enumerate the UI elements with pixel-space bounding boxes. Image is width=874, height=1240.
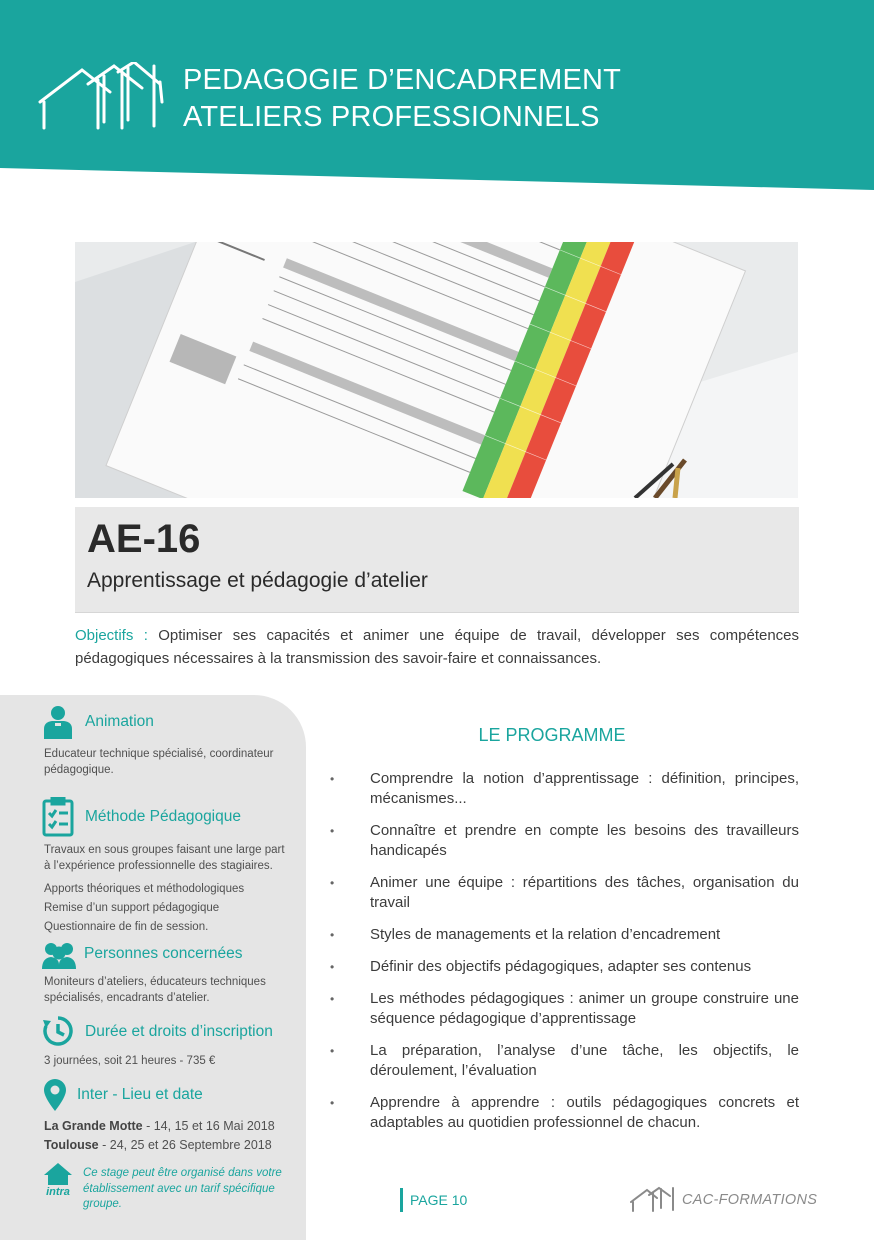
- bullet: •: [330, 772, 335, 786]
- course-code: AE-16: [87, 517, 201, 561]
- sidebar-animation-title: Animation: [85, 713, 154, 730]
- bullet: •: [330, 992, 335, 1006]
- clipboard-icon: [42, 797, 74, 837]
- person-icon: [42, 705, 74, 739]
- brand-house-icon: [630, 1186, 678, 1212]
- sidebar-methode-line1: Apports théoriques et méthodologiques: [44, 883, 245, 895]
- objectifs-label: Objectifs :: [75, 627, 148, 644]
- location-pin-icon: [44, 1079, 66, 1111]
- sidebar-info-panel: [0, 695, 306, 1240]
- sidebar-lieu-dates: [44, 1117, 290, 1155]
- sidebar-methode-line2: Remise d’un support pédagogique: [44, 902, 220, 914]
- evaluation-sheet-illustration: [75, 242, 798, 498]
- list-item: • Définir des objectifs pédagogiques, adapter ses contenus: [330, 958, 752, 975]
- course-header-box: [75, 507, 799, 613]
- list-item: • Animer une équipe : répartitions des tâches, organisation du travail: [330, 874, 799, 911]
- house-logo-icon: [38, 62, 168, 132]
- group-icon: [42, 941, 76, 969]
- list-item: • Styles de managements et la relation d’encadrement: [330, 926, 721, 943]
- sidebar-methode-title: Méthode Pédagogique: [85, 808, 241, 825]
- sidebar-animation-text: Educateur technique spécialisé, coordinateur pédagogique.: [44, 748, 274, 776]
- list-item: • Apprendre à apprendre : outils pédagogiques concrets et adaptables au quotidien professionnel de chacun.: [330, 1094, 799, 1131]
- list-item: • Comprendre la notion d’apprentissage : définition, principes, mécanismes...: [330, 770, 799, 807]
- header-banner: [0, 0, 874, 200]
- objectifs-paragraph: [75, 624, 799, 670]
- header-title: [183, 62, 621, 136]
- list-item: • La préparation, l’analyse d’une tâche, les objectifs, le déroulement, l’évaluation: [330, 1042, 799, 1079]
- sidebar-lieu-place2: Toulouse: [44, 1138, 99, 1152]
- intra-icon-label: intra: [46, 1186, 70, 1197]
- bullet: •: [330, 1096, 335, 1110]
- sidebar-lieu-title: Inter - Lieu et date: [77, 1086, 203, 1103]
- header-title-line2: ATELIERS PROFESSIONNELS: [183, 101, 600, 133]
- sidebar-intra-note: Ce stage peut être organisé dans votre établissement avec un tarif spécifique groupe.: [83, 1167, 282, 1210]
- course-subtitle: Apprentissage et pédagogie d’atelier: [87, 569, 428, 592]
- sidebar-lieu-dates1: - 14, 15 et 16 Mai 2018: [142, 1119, 275, 1133]
- page-number: PAGE 10: [400, 1188, 467, 1212]
- programme-title: LE PROGRAMME: [478, 725, 626, 745]
- programme-list: [330, 769, 799, 1145]
- sidebar-personnes-text: Moniteurs d’ateliers, éducateurs techniques spécialisés, encadrants d’atelier.: [44, 976, 266, 1004]
- intra-house-icon: [42, 1161, 74, 1197]
- brand-name: CAC-FORMATIONS: [682, 1192, 818, 1208]
- list-item: • Connaître et prendre en compte les besoins des travailleurs handicapés: [330, 822, 799, 859]
- objectifs-text: Optimiser ses capacités et animer une équipe de travail, développer ses compétences pédagogiques nécessaires à la transmission des savoir-faire et connaissances.: [75, 627, 800, 667]
- list-item: • Les méthodes pédagogiques : animer un groupe construire une séquence pédagogique d’apprentissage: [330, 990, 799, 1027]
- sidebar-duree-title: Durée et droits d’inscription: [85, 1023, 273, 1040]
- sidebar-personnes-title: Personnes concernées: [84, 945, 243, 962]
- bullet: •: [330, 928, 335, 942]
- bullet: •: [330, 876, 335, 890]
- sidebar-duree-text: 3 journées, soit 21 heures - 735 €: [44, 1055, 216, 1067]
- bullet: •: [330, 824, 335, 838]
- sidebar-methode-line3: Questionnaire de fin de session.: [44, 921, 209, 933]
- sidebar-methode-text: Travaux en sous groupes faisant une large part à l’expérience professionnelle des stagiaires.: [44, 844, 285, 872]
- footer-brand: [630, 1186, 818, 1217]
- bullet: •: [330, 1044, 335, 1058]
- evaluation-sheet-photo: [75, 242, 798, 498]
- sidebar-lieu-place1: La Grande Motte: [44, 1119, 143, 1133]
- bullet: •: [330, 960, 335, 974]
- sidebar-lieu-dates2: - 24, 25 et 26 Septembre 2018: [98, 1138, 272, 1152]
- header-title-line1: PEDAGOGIE D’ENCADREMENT: [183, 64, 622, 96]
- clock-icon: [42, 1015, 74, 1047]
